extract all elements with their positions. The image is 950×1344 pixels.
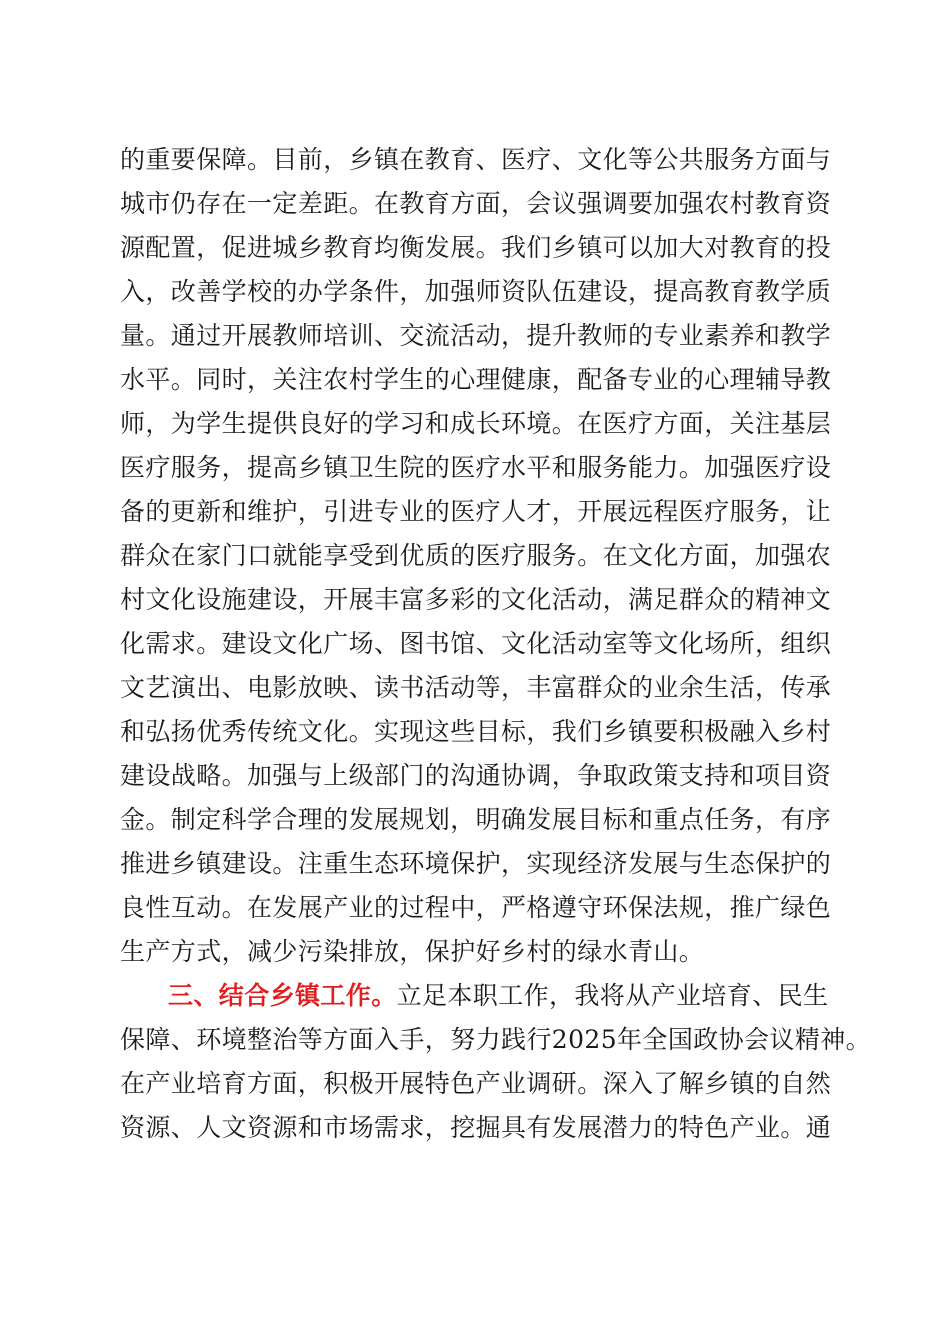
paragraph-line: 水平。同时，关注农村学生的心理健康，配备专业的心理辅导教 <box>120 365 832 394</box>
paragraph-line: 师，为学生提供良好的学习和成长环境。在医疗方面，关注基层 <box>120 409 832 438</box>
paragraph-line: 医疗服务，提高乡镇卫生院的医疗水平和服务能力。加强医疗设 <box>120 453 832 482</box>
paragraph-line: 量。通过开展教师培训、交流活动，提升教师的专业素养和教学 <box>120 321 832 350</box>
paragraph-line: 文艺演出、电影放映、读书活动等，丰富群众的业余生活，传承 <box>120 673 832 702</box>
paragraph-line: 源配置，促进城乡教育均衡发展。我们乡镇可以加大对教育的投 <box>120 233 832 262</box>
section-heading: 三、结合乡镇工作。 <box>168 981 397 1010</box>
paragraph-line: 保障、环境整治等方面入手，努力践行2025年全国政协会议精神。 <box>120 1025 872 1054</box>
paragraph-line: 和弘扬优秀传统文化。实现这些目标，我们乡镇要积极融入乡村 <box>120 717 832 746</box>
paragraph-line: 良性互动。在发展产业的过程中，严格遵守环保法规，推广绿色 <box>120 893 832 922</box>
paragraph-line: 推进乡镇建设。注重生态环境保护，实现经济发展与生态保护的 <box>120 849 832 878</box>
paragraph-line: 建设战略。加强与上级部门的沟通协调，争取政策支持和项目资 <box>120 761 832 790</box>
paragraph-line: 生产方式，减少污染排放，保护好乡村的绿水青山。 <box>120 937 705 966</box>
paragraph-line: 化需求。建设文化广场、图书馆、文化活动室等文化场所，组织 <box>120 629 832 658</box>
paragraph-line: 备的更新和维护，引进专业的医疗人才，开展远程医疗服务，让 <box>120 497 832 526</box>
paragraph-line: 金。制定科学合理的发展规划，明确发展目标和重点任务，有序 <box>120 805 832 834</box>
paragraph-line: 入，改善学校的办学条件，加强师资队伍建设，提高教育教学质 <box>120 277 832 306</box>
paragraph-line: 的重要保障。目前，乡镇在教育、医疗、文化等公共服务方面与 <box>120 145 832 174</box>
paragraph-line: 资源、人文资源和市场需求，挖掘具有发展潜力的特色产业。通 <box>120 1113 832 1142</box>
section-3-first-line <box>168 980 840 1012</box>
paragraph-line: 村文化设施建设，开展丰富多彩的文化活动，满足群众的精神文 <box>120 585 832 614</box>
paragraph-line: 群众在家门口就能享受到优质的医疗服务。在文化方面，加强农 <box>120 541 832 570</box>
paragraph-line: 在产业培育方面，积极开展特色产业调研。深入了解乡镇的自然 <box>120 1069 832 1098</box>
paragraph-line: 城市仍存在一定差距。在教育方面，会议强调要加强农村教育资 <box>120 189 832 218</box>
section-3-text: 立足本职工作，我将从产业培育、民生 <box>396 981 829 1010</box>
